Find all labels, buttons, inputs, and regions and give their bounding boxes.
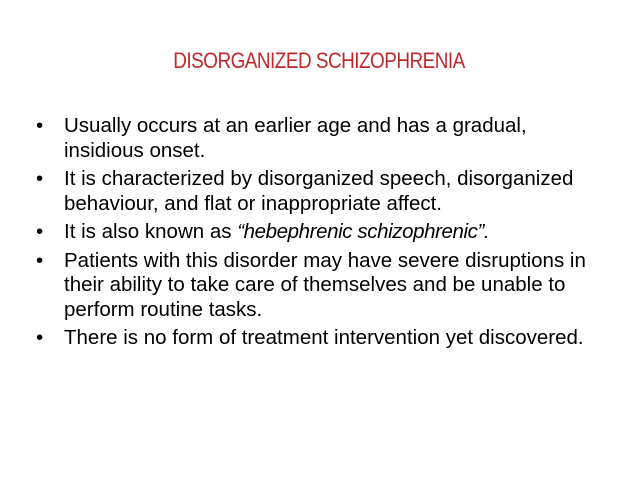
bullet-item xyxy=(36,249,606,323)
bullet-list xyxy=(36,114,606,355)
bullet-item xyxy=(36,326,606,351)
bullet-emphasis-text: “hebephrenic schizophrenic”. xyxy=(237,220,490,243)
bullet-item xyxy=(36,220,606,245)
bullet-marker: • xyxy=(36,167,44,190)
bullet-marker: • xyxy=(36,114,44,137)
bullet-marker: • xyxy=(36,326,44,349)
bullet-item xyxy=(36,114,606,163)
bullet-text: It is characterized by disorganized speech, disorganized behaviour, and flat or inappropriate affect. xyxy=(64,167,574,215)
bullet-text: It is also known as xyxy=(64,220,238,243)
slide-title: DISORGANIZED SCHIZOPHRENIA xyxy=(173,48,465,73)
bullet-item xyxy=(36,167,606,216)
bullet-marker: • xyxy=(36,220,44,243)
bullet-text: There is no form of treatment intervention yet discovered. xyxy=(64,326,584,349)
bullet-text: Usually occurs at an earlier age and has a gradual, insidious onset. xyxy=(64,114,527,162)
bullet-text: Patients with this disorder may have severe disruptions in their ability to take care of themselves and be unable to perform routine tasks. xyxy=(64,248,586,321)
bullet-marker: • xyxy=(36,248,44,272)
